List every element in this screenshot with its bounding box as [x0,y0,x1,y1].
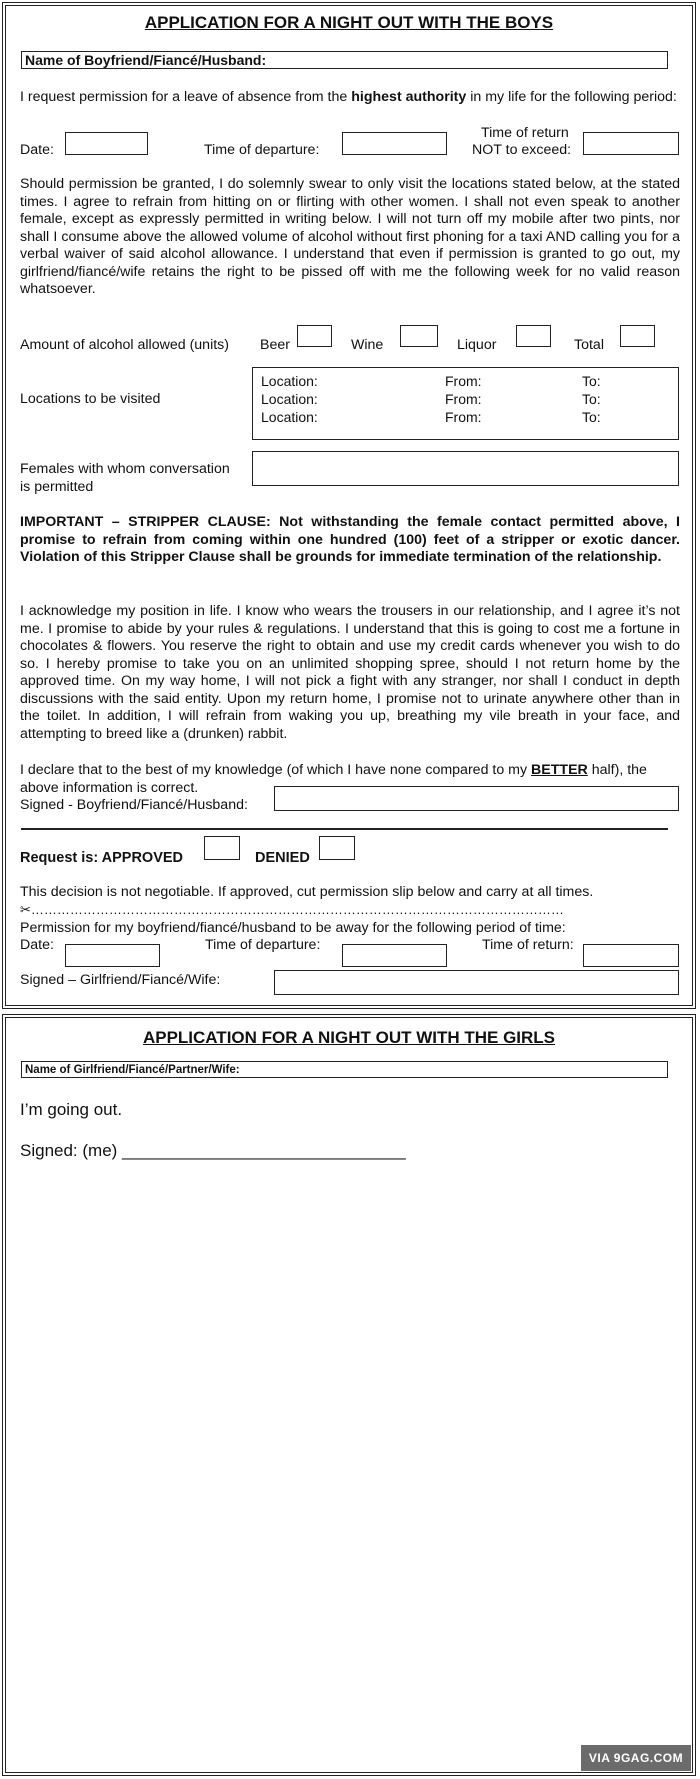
boys-application-form [2,2,696,1009]
beer-input-box[interactable] [297,325,332,347]
stripper-clause: IMPORTANT – STRIPPER CLAUSE: Not withstanding the female contact permitted above, I promise to refrain from coming within one hundred (100) feet of a stripper or exotic dancer. Violation of this Stripper Clause shall be grounds for immediate termination of the relationship. [20,514,680,565]
date-input-box[interactable] [65,132,148,155]
beer-label: Beer [260,337,290,353]
slip-return-label: Time of return: [482,937,574,953]
better-text: BETTER [531,762,588,778]
cut-line: ✂…………………………………………………………………………………………………………… [20,902,564,917]
return-input-box[interactable] [583,132,679,155]
slip-departure-box[interactable] [342,944,447,967]
females-label-line2: is permitted [20,479,94,495]
liquor-input-box[interactable] [516,325,551,347]
wine-input-box[interactable] [400,325,438,347]
approved-checkbox[interactable] [204,836,240,860]
divider-line [21,828,668,830]
departure-input-box[interactable] [342,132,447,155]
locations-label: Locations to be visited [20,391,161,407]
boys-form-title: APPLICATION FOR A NIGHT OUT WITH THE BOYS [144,13,554,32]
declare-paragraph: I declare that to the best of my knowledge (of which I have none compared to my BETTER half), the above information is correct. [20,762,647,796]
females-label-line1: Females with whom conversation [20,461,230,477]
girlfriend-name-field[interactable]: Name of Girlfriend/Fiancé/Partner/Wife: [21,1061,668,1078]
boyfriend-name-field[interactable]: Name of Boyfriend/Fiancé/Husband: [21,51,668,69]
oath-paragraph: Should permission be granted, I do solemnly swear to only visit the locations stated below, at the stated times. I agree to refrain from hitting on or flirting with other women. I shall not even speak to another female, except as expressly permitted in writing below. I will not turn off my mobile after two pints, nor shall I consume above the allowed volume of alcohol without first phoning for a taxi AND calling you for a verbal waiver of said alcohol allowance. I understand that even if permission is granted to go out, my girlfriend/fiancé/wife retains the right to be pissed off with me the following week for no valid reason whatsoever. [20,176,680,297]
highest-authority-text: highest authority [351,89,467,105]
signed-boyfriend-box[interactable] [274,786,679,811]
slip-signed-label: Signed – Girlfriend/Fiancé/Wife: [20,972,221,988]
locations-box[interactable]: Location: From: To: Location: From: To: Location: From: To: [252,367,679,440]
wine-label: Wine [351,337,384,353]
slip-text: Permission for my boyfriend/fiancé/husband to be away for the following period of time: [20,920,566,936]
signed-me-text: Signed: (me) ______________________________ [20,1141,406,1160]
watermark-badge: VIA 9GAG.COM [581,1745,691,1771]
denied-label: DENIED [255,850,310,866]
date-label: Date: [20,142,54,158]
request-paragraph: I request permission for a leave of absence from the highest authority in my life for the following period: [20,89,677,105]
girls-application-form [2,1014,696,1776]
slip-departure-label: Time of departure: [205,937,321,953]
request-approved-label: Request is: APPROVED [20,850,184,866]
slip-date-box[interactable] [65,944,160,967]
females-input-box[interactable] [252,451,679,486]
total-input-box[interactable] [620,325,655,347]
liquor-label: Liquor [457,337,497,353]
going-out-text: I’m going out. [20,1100,123,1119]
return-label-line2: NOT to exceed: [472,142,572,158]
total-label: Total [574,337,604,353]
slip-date-label: Date: [20,937,54,953]
acknowledge-paragraph: I acknowledge my position in life. I know who wears the trousers in our relationship, and I agree it’s not me. I promise to abide by your rules & regulations. I understand that this is going to cost me a fortune in chocolates & flowers. You reserve the right to obtain and use my credit cards whenever you wish to do so. I hereby promise to take you on an unlimited shopping spree, should I not return home by the approved time. On my way home, I will not pick a fight with any stranger, nor shall I conduct in depth discussions with the said entity. Upon my return home, I promise not to urinate anywhere other than in the toilet. In addition, I will refrain from waking you up, breathing my vile breath in your face, and attempting to breed like a (drunken) rabbit. [20,603,680,742]
denied-checkbox[interactable] [319,836,355,860]
signed-boyfriend-label: Signed - Boyfriend/Fiancé/Husband: [20,797,248,813]
decision-text: This decision is not negotiable. If approved, cut permission slip below and carry at all times. [20,884,594,900]
slip-return-box[interactable] [583,944,679,967]
girls-form-title: APPLICATION FOR A NIGHT OUT WITH THE GIRLS [142,1028,556,1047]
slip-signed-box[interactable] [274,970,679,995]
departure-label: Time of departure: [204,142,320,158]
return-label-line1: Time of return [481,125,569,141]
alcohol-label: Amount of alcohol allowed (units) [20,337,229,353]
